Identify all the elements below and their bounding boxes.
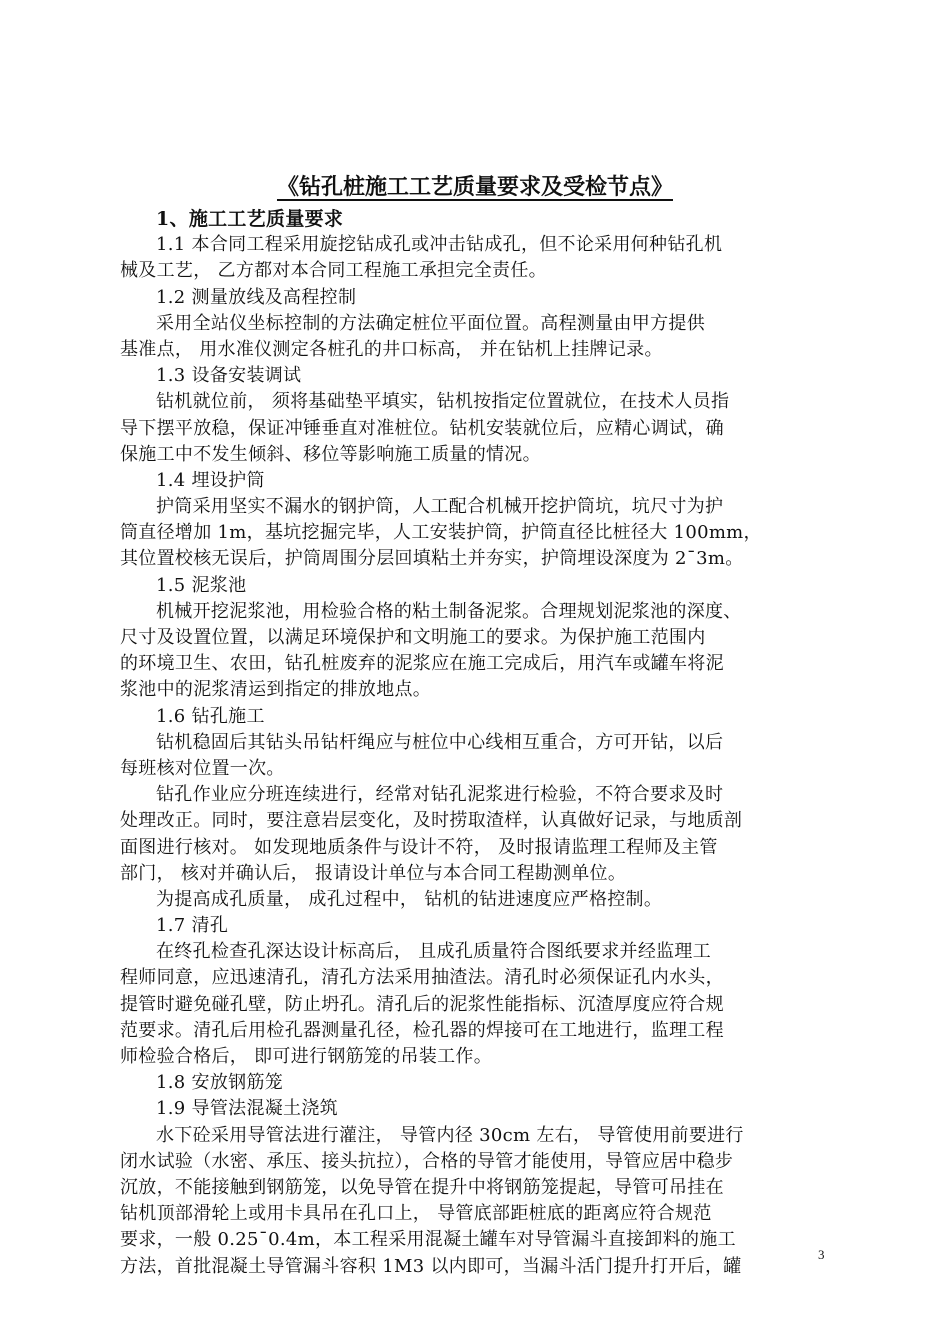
text-line: 导下摆平放稳，保证冲锤垂直对准桩位。钻机安装就位后，应精心调试，确 (120, 417, 724, 439)
text-line: 1.6 钻孔施工 (156, 705, 265, 727)
text-line: 机械开挖泥浆池，用检验合格的粘土制备泥浆。合理规划泥浆池的深度、 (156, 600, 742, 622)
text-line: 处理改正。同时，要注意岩层变化，及时捞取渣样，认真做好记录，与地质剖 (120, 810, 743, 832)
text-line: 钻机顶部滑轮上或用卡具吊在孔口上， 导管底部距桩底的距离应符合规范 (120, 1203, 712, 1225)
text-line: 基准点， 用水准仪测定各桩孔的井口标高， 并在钻机上挂牌记录。 (120, 338, 663, 360)
text-line: 水下砼采用导管法进行灌注， 导管内径 30cm 左右， 导管使用前要进行 (156, 1124, 744, 1146)
text-line: 1.8 安放钢筋笼 (156, 1072, 284, 1094)
text-line: 1.9 导管法混凝土浇筑 (156, 1098, 338, 1120)
text-line: 范要求。清孔后用检孔器测量孔径，检孔器的焊接可在工地进行，监理工程 (120, 1019, 724, 1041)
text-line: 1.3 设备安装调试 (156, 365, 302, 387)
text-line: 的环境卫生、农田，钻孔桩废弃的泥浆应在施工完成后，用汽车或罐车将泥 (120, 653, 724, 675)
text-line: 在终孔检查孔深达设计标高后， 且成孔质量符合图纸要求并经监理工 (156, 941, 712, 963)
text-line: 提管时避免碰孔壁，防止坍孔。清孔后的泥浆性能指标、沉渣厚度应符合规 (120, 993, 724, 1015)
body-text (120, 206, 840, 1280)
text-line: 钻机稳固后其钻头吊钻杆绳应与桩位中心线相互重合，方可开钻，以后 (156, 731, 724, 753)
text-line: 为提高成孔质量， 成孔过程中， 钻机的钻进速度应严格控制。 (156, 888, 663, 910)
page-title-text: 《钻孔桩施工工艺质量要求及受检节点》 (276, 174, 673, 200)
text-line: 师检验合格后， 即可进行钢筋笼的吊装工作。 (120, 1046, 493, 1067)
text-line: 尺寸及设置位置，以满足环境保护和文明施工的要求。为保护施工范围内 (120, 627, 706, 648)
text-line: 械及工艺， 乙方都对本合同工程施工承担完全责任。 (120, 260, 547, 282)
text-line: 护筒采用坚实不漏水的钢护筒，人工配合机械开挖护筒坑，坑尺寸为护 (156, 496, 724, 518)
text-line: 1.1 本合同工程采用旋挖钻成孔或冲击钻成孔，但不论采用何种钻孔机 (156, 234, 723, 256)
text-line: 要求，一般 0.25¯0.4m，本工程采用混凝土罐车对导管漏斗直接卸料的施工 (120, 1229, 736, 1251)
text-line: 钻机就位前， 须将基础垫平填实，钻机按指定位置就位，在技术人员指 (156, 391, 730, 413)
text-line: 筒直径增加 1m，基坑挖掘完毕，人工安装护筒，护筒直径比桩径大 100mm， (120, 522, 762, 544)
text-line: 采用全站仪坐标控制的方法确定桩位平面位置。高程测量由甲方提供 (156, 312, 705, 334)
page-title (0, 172, 950, 202)
text-line: 方法，首批混凝土导管漏斗容积 1M3 以内即可，当漏斗活门提升打开后，罐 (120, 1255, 742, 1277)
text-line: 每班核对位置一次。 (120, 757, 285, 779)
text-line: 1.5 泥浆池 (156, 574, 247, 596)
text-line: 其位置校核无误后，护筒周围分层回填粘土并夯实，护筒埋设深度为 2¯3m。 (120, 548, 744, 570)
text-line: 闭水试验（水密、承压、接头抗拉），合格的导管才能使用，导管应居中稳步 (120, 1150, 734, 1172)
text-line: 浆池中的泥浆清运到指定的排放地点。 (120, 679, 432, 701)
text-line: 面图进行核对。 如发现地质条件与设计不符， 及时报请监理工程师及主管 (120, 836, 718, 858)
text-line: 部门， 核对并确认后， 报请设计单位与本合同工程勘测单位。 (120, 862, 627, 884)
page-number: 3 (818, 1247, 825, 1262)
section-heading: 1、施工工艺质量要求 (156, 208, 344, 230)
text-line: 钻孔作业应分班连续进行，经常对钻孔泥浆进行检验，不符合要求及时 (156, 784, 724, 806)
text-line: 1.7 清孔 (156, 915, 229, 937)
text-line: 1.4 埋设护筒 (156, 469, 265, 491)
text-line: 保施工中不发生倾斜、移位等影响施工质量的情况。 (120, 443, 541, 465)
text-line: 沉放，不能接触到钢筋笼，以免导管在提升中将钢筋笼提起，导管可吊挂在 (120, 1176, 724, 1198)
text-line: 1.2 测量放线及高程控制 (156, 286, 357, 308)
text-line: 程师同意，应迅速清孔，清孔方法采用抽渣法。清孔时必须保证孔内水头， (120, 967, 724, 989)
